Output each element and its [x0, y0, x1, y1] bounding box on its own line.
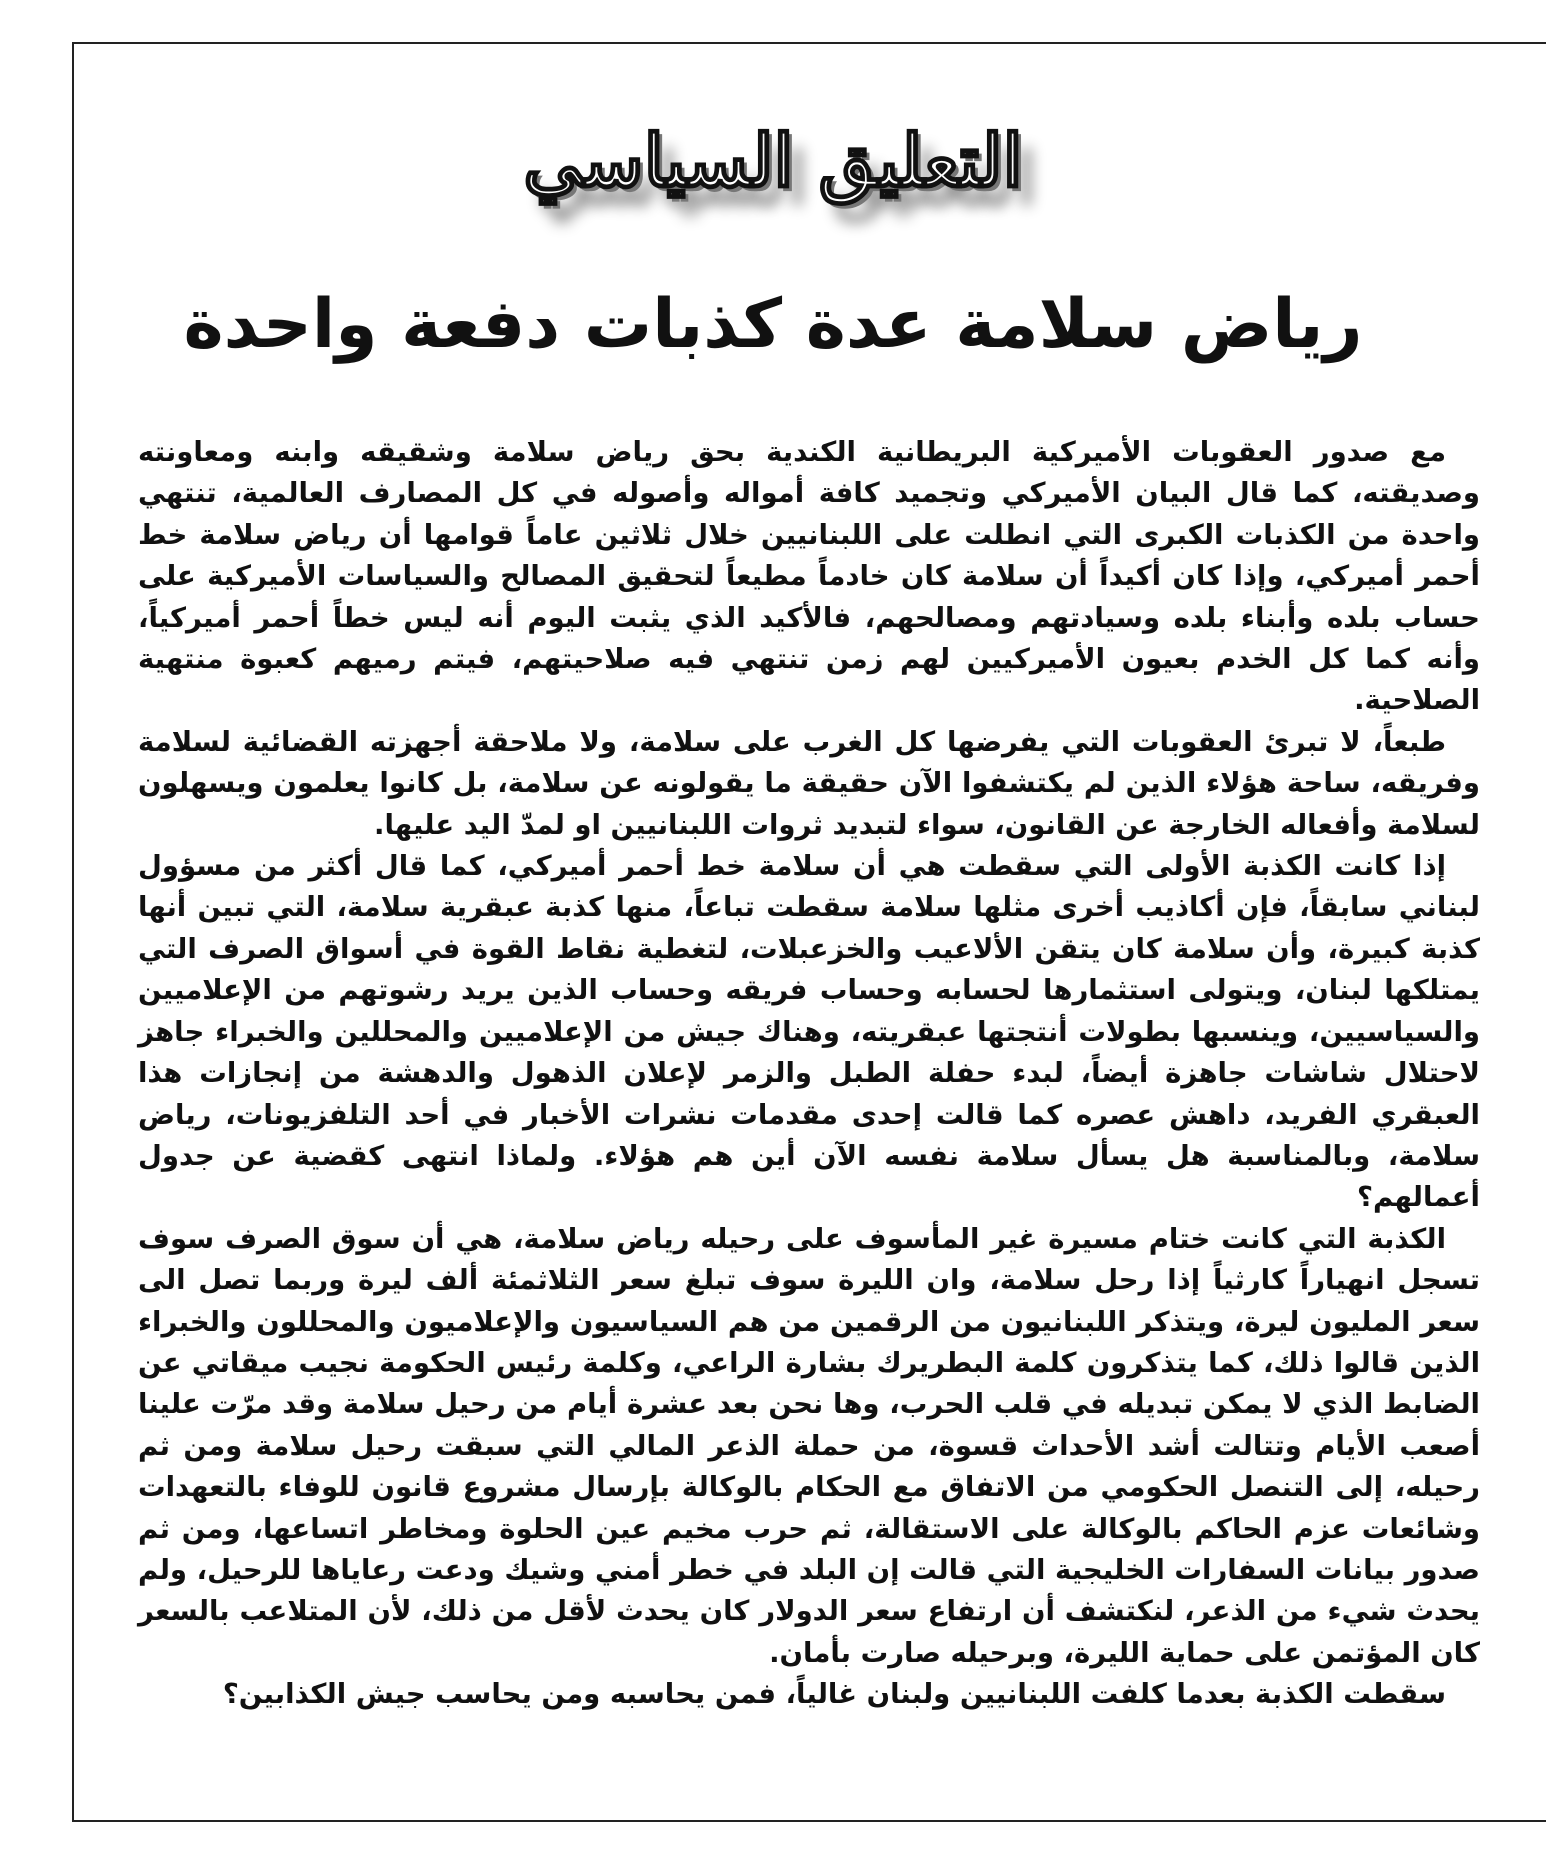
article-paragraph-3: إذا كانت الكذبة الأولى التي سقطت هي أن سلامة خط أحمر أميركي، كما قال أكثر من مسؤول لبناني سابقاً، فإن أكاذيب أخرى مثلها سلامة سقطت تباعاً، منها كذبة عبقرية سلامة، التي تبين أنها كذبة كبيرة، وأن سلامة كان يتقن الألاعيب والخزعبلات، لتغطية نقاط القوة في أسواق الصرف التي يمتلكها لبنان، ويتولى استثمارها لحسابه وحساب فريقه وحساب الذين يريد رشوتهم من الإعلاميين والسياسيين، وينسبها بطولات أنتجتها عبقريته، وهناك جيش من الإعلاميين والمحللين والخبراء جاهز لاحتلال شاشات جاهزة أيضاً، لبدء حفلة الطبل والزمر لإعلان الذهول والدهشة من إنجازات هذا العبقري الفريد، داهش عصره كما قالت إحدى مقدمات نشرات الأخبار في أحد التلفزيونات، رياض سلامة، وبالمناسبة هل يسأل سلامة نفسه الآن أين هم هؤلاء. ولماذا انتهى كقضية عن جدول أعمالهم؟: [138, 850, 1480, 1214]
article-paragraph-4: الكذبة التي كانت ختام مسيرة غير المأسوف على رحيله رياض سلامة، هي أن سوق الصرف سوف تسجل انهياراً كارثياً إذا رحل سلامة، وان الليرة سوف تبلغ سعر الثلاثمئة ألف ليرة وربما تصل الى سعر المليون ليرة، ويتذكر اللبنانيون من الرقمين من هم السياسيون والإعلاميون والمحللون والخبراء الذين قالوا ذلك، كما يتذكرون كلمة البطريرك بشارة الراعي، وكلمة رئيس الحكومة نجيب ميقاتي عن الضابط الذي لا يمكن تبديله في قلب الحرب، وها نحن بعد عشرة أيام من رحيل سلامة وقد مرّت علينا أصعب الأيام وتتالت أشد الأحداث قسوة، من حملة الذعر المالي التي سبقت رحيل سلامة ومن ثم رحيله، إلى التنصل الحكومي من الاتفاق مع الحكام بالوكالة بإرسال مشروع قانون للوفاء بالتعهدات وشائعات عزم الحاكم بالوكالة على الاستقالة، ثم حرب مخيم عين الحلوة ومخاطر اتساعها، ومن ثم صدور بيانات السفارات الخليجية التي قالت إن البلد في خطر أمني وشيك ودعت رعاياها للرحيل، ولم يحدث شيء من الذعر، لنكتشف أن ارتفاع سعر الدولار كان يحدث لأقل من ذلك، لأن المتلاعب بالسعر كان المؤتمن على حماية الليرة، وبرحيله صارت بأمان.: [138, 1222, 1480, 1669]
article-paragraph-5: سقطت الكذبة بعدما كلفت اللبنانيين ولبنان غالياً، فمن يحاسبه ومن يحاسب جيش الكذابين؟: [222, 1678, 1446, 1711]
article-paragraph-1: مع صدور العقوبات الأميركية البريطانية الكندية بحق رياض سلامة وشقيقه وابنه ومعاونته وصديقته، كما قال البيان الأميركي وتجميد كافة أمواله وأصوله في كل المصارف العالمية، تنتهي واحدة من الكذبات الكبرى التي انطلت على اللبنانيين خلال ثلاثين عاماً قوامها أن رياض سلامة خط أحمر أميركي، وإذا كان أكيداً أن سلامة كان خادماً مطيعاً لتحقيق المصالح والسياسات الأميركية على حساب بلده وأبناء بلده وسيادتهم ومصالحهم، فالأكيد الذي يثبت اليوم أنه ليس خطاً أحمر أميركياً، وأنه كما كل الخدم بعيون الأميركيين لهم زمن تنتهي فيه صلاحيتهم، فيتم رميهم كعبوة منتهية الصلاحية.: [138, 436, 1480, 717]
article-paragraph-2: طبعاً، لا تبرئ العقوبات التي يفرضها كل الغرب على سلامة، ولا ملاحقة أجهزته القضائية لسلامة وفريقه، ساحة هؤلاء الذين لم يكتشفوا الآن حقيقة ما يقولونه عن سلامة، بل كانوا يعلمون ويسهلون لسلامة وأفعاله الخارجة عن القانون، سواء لتبديد ثروات اللبنانيين او لمدّ اليد عليها.: [138, 725, 1480, 841]
headline: رياض سلامة عدة كذبات دفعة واحدة: [183, 285, 1363, 364]
section-label: التعليق السياسي: [523, 118, 1023, 203]
article-body: [138, 432, 1480, 1716]
